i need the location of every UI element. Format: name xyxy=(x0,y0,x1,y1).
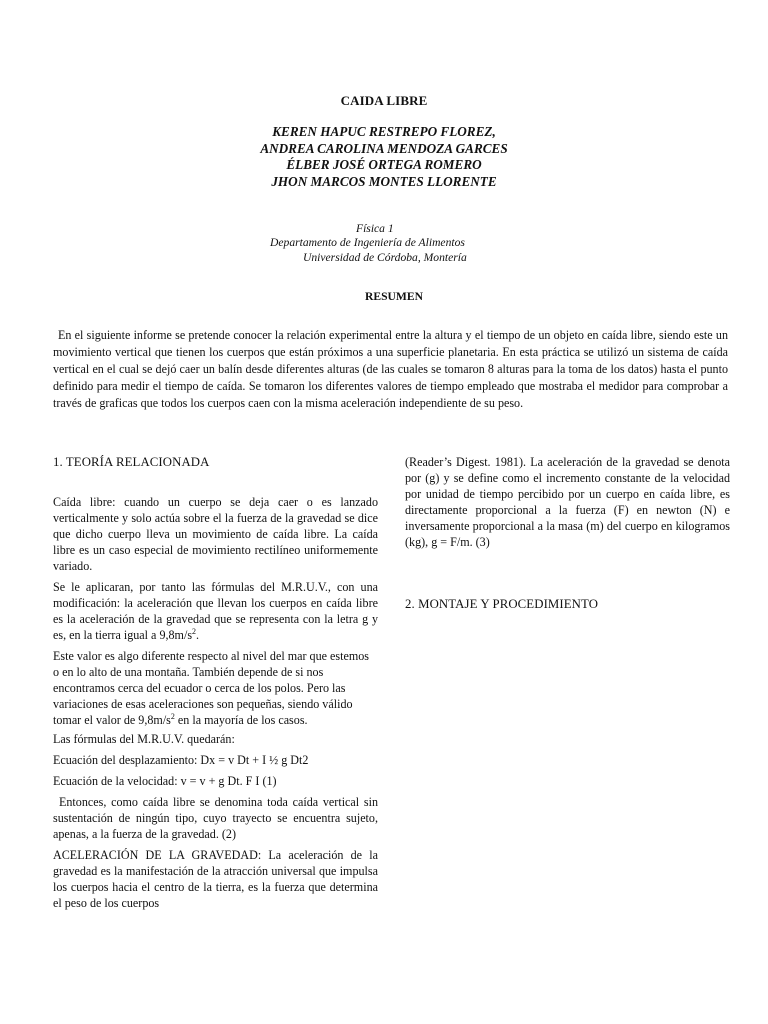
section-heading: 2. MONTAJE Y PROCEDIMIENTO xyxy=(405,597,599,611)
author-list xyxy=(0,124,768,190)
section-heading: 1. TEORÍA RELACIONADA xyxy=(53,455,210,469)
paragraph: Se le aplicaran, por tanto las fórmulas del M.R.U.V., con una modificación: la aceleración que llevan los cuerpos en caída libre es la aceleración de la gravedad que se representa con la letra g y es, en la tierra igual a $9,8m/s^2$. xyxy=(53,580,378,642)
university-name: Universidad de Córdoba, Montería xyxy=(303,250,467,264)
abstract-text: En el siguiente informe se pretende conocer la relación experimental entre la altura y el tiempo de un objeto en caída libre, siendo este un movimiento vertical que tienen los cuerpos que están próximos a una superficie planetaria. En esta práctica se utilizó un sistema de caída vertical en el cual se dejó caer un balín desde diferentes alturas (de las cuales se tomaron 8 alturas para la toma de los datos) hasta el punto definido para medir el tiempo de caída. Se tomaron los diferentes valores de tiempo empleado que mostraba el medidor para comprobar a través de graficas que todos los cuerpos caen con la misma aceleración independiente de su peso. xyxy=(53,328,728,410)
paragraph: Entonces, como caída libre se denomina toda caída vertical sin sustentación de ningún tipo, cuyo trayecto se encuentra sujeto, apenas, a la fuerza de la gravedad. (2) xyxy=(53,795,378,841)
equation-displacement: Ecuación del desplazamiento: Dx = v Dt + I ½ g Dt2 xyxy=(53,753,309,767)
author-name: ÉLBER JOSÉ ORTEGA ROMERO xyxy=(286,157,482,172)
author-name: JHON MARCOS MONTES LLORENTE xyxy=(271,173,497,189)
abstract-heading: RESUMEN xyxy=(365,290,423,303)
author-name: KEREN HAPUC RESTREPO FLOREZ, xyxy=(272,124,496,139)
affiliation-block xyxy=(0,222,768,265)
paper-title: CAIDA LIBRE xyxy=(340,93,428,108)
paragraph: (Reader’s Digest. 1981). La aceleración de la gravedad se denota por (g) y se define como el incremento constante de la velocidad por unidad de tiempo percibido por un cuerpo en caída libre, es directamente proporcional a la fuerza (F) en newton (N) e inversamente proporcional a la masa (m) del cuerpo en kilogramos (kg), g = F/m. (3) xyxy=(405,455,730,549)
paragraph: Las fórmulas del M.R.U.V. quedarán: xyxy=(53,732,235,746)
equation-velocity: Ecuación de la velocidad: v = v + g Dt. F I (1) xyxy=(53,774,277,788)
paragraph: ACELERACIÓN DE LA GRAVEDAD: La aceleración de la gravedad es la manifestación de la atracción universal que impulsa los cuerpos hacia el centro de la tierra, es la fuerza que determina el peso de los cuerpos xyxy=(53,848,378,910)
course-name: Física 1 xyxy=(356,222,394,235)
left-column xyxy=(53,454,378,911)
paragraph: Este valor es algo diferente respecto al nivel del mar que estemos o en lo alto de una montaña. También depende de si nos encontramos cerca del ecuador o cerca de los polos. Pero las variaciones de esas aceleraciones son pequeñas, siendo válido tomar el valor de $9,8m/s^2$ en la mayoría de los casos. xyxy=(53,649,369,727)
paragraph: Caída libre: cuando un cuerpo se deja caer o es lanzado verticalmente y solo actúa sobre el la fuerza de la gravedad se dice que dicho cuerpo lleva un movimiento de caída libre. La caída libre es un caso especial de movimiento rectilíneo uniformemente variado. xyxy=(53,495,378,573)
right-column xyxy=(405,454,730,612)
department-name: Departamento de Ingeniería de Alimentos xyxy=(270,236,465,250)
author-name: ANDREA CAROLINA MENDOZA GARCES xyxy=(260,140,508,156)
